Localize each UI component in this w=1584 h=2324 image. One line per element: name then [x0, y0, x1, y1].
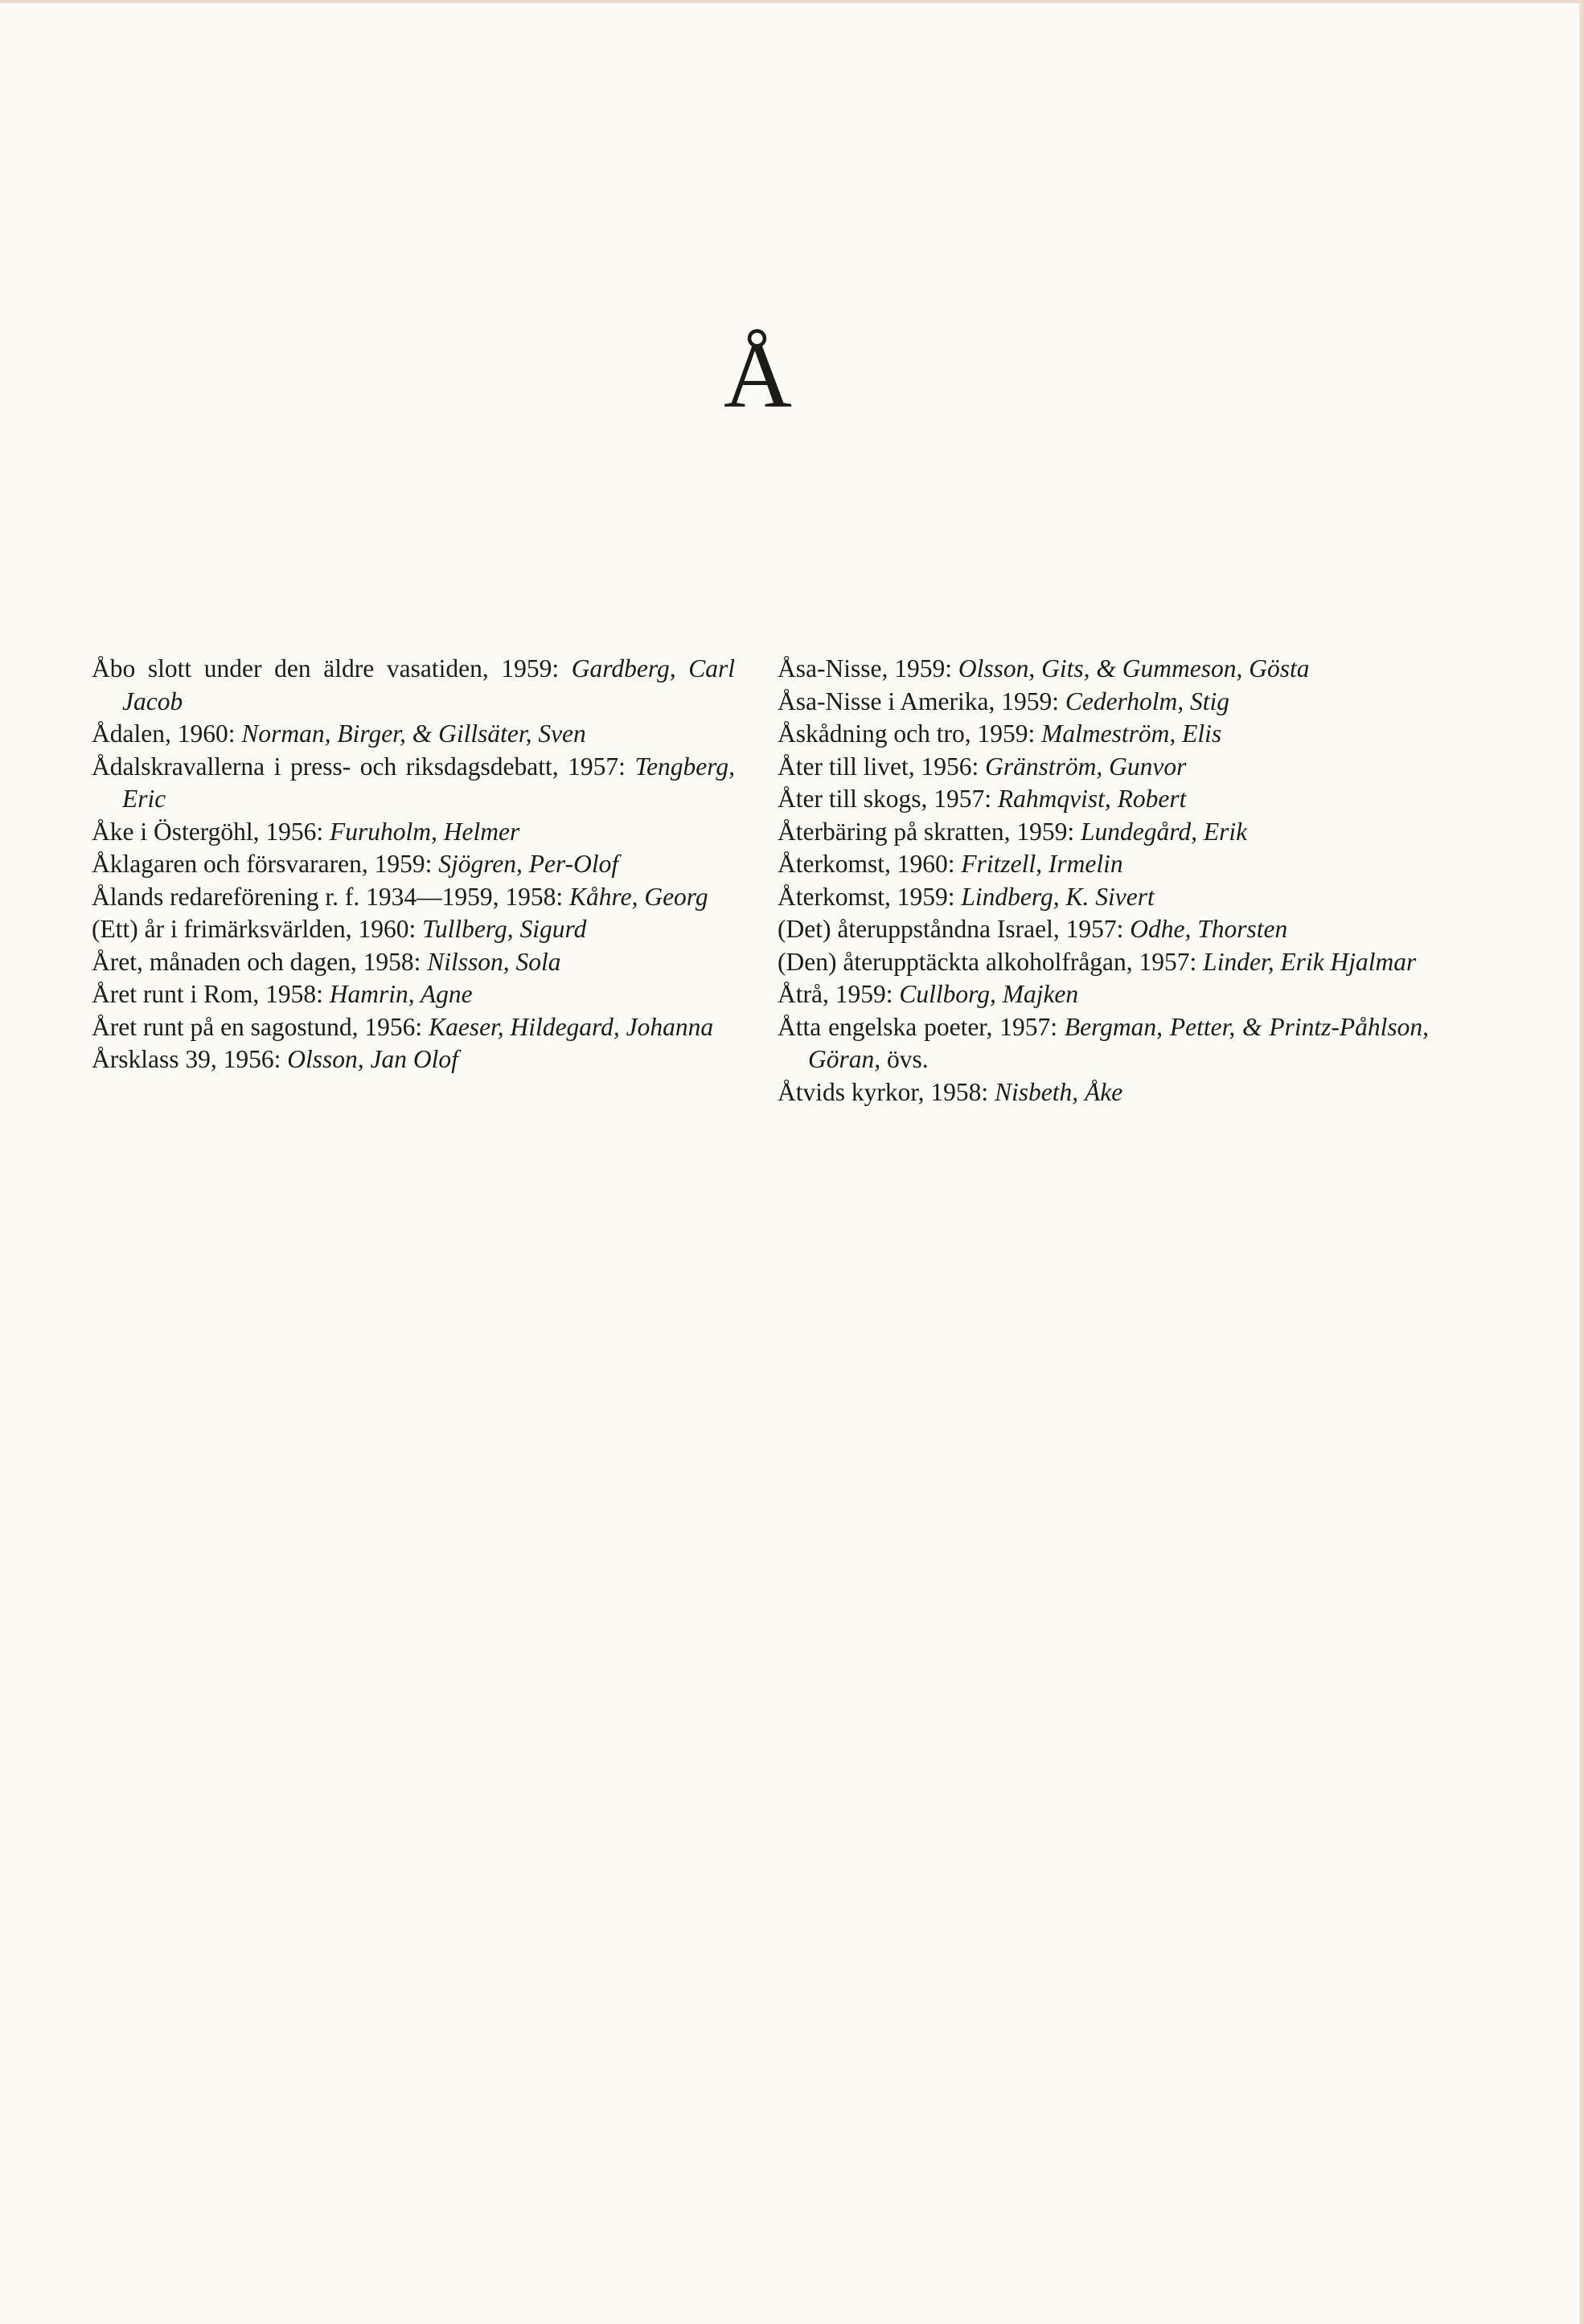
- index-entry: [778, 1011, 1429, 1076]
- entry-title: Ålands redareförening r. f. 1934—1959, 1958:: [92, 882, 564, 911]
- index-entry: [92, 913, 735, 946]
- entry-author: Lindberg, K. Sivert: [961, 882, 1155, 911]
- entry-title: Åter till livet, 1956:: [778, 752, 979, 781]
- entry-title: Åsa-Nisse, 1959:: [778, 654, 952, 682]
- entry-title: Åter till skogs, 1957:: [778, 785, 991, 813]
- entry-title: (Det) återuppståndna Israel, 1957:: [778, 915, 1124, 943]
- entry-author: Gränström, Gunvor: [985, 752, 1187, 781]
- index-entry: [778, 653, 1429, 686]
- entry-title: Åtta engelska poeter, 1957:: [778, 1012, 1057, 1041]
- entry-title: (Den) återupptäckta alkoholfrågan, 1957:: [778, 947, 1197, 976]
- index-entry: [778, 718, 1429, 751]
- index-entry: [92, 718, 735, 751]
- entry-title: Ådalskravallerna i press- och riksdagsdebatt, 1957:: [92, 752, 626, 781]
- entry-author: Nilsson, Sola: [427, 947, 561, 976]
- right-column: [778, 653, 1429, 1109]
- entry-author: Hamrin, Agne: [329, 980, 473, 1008]
- page-edge-right: [1579, 0, 1584, 2324]
- entry-title: Året runt på en sagostund, 1956:: [92, 1012, 423, 1041]
- index-entry: [778, 816, 1429, 849]
- entry-title: Åke i Östergöhl, 1956:: [92, 817, 324, 846]
- entry-note: övs.: [887, 1045, 929, 1073]
- entry-author: Sjögren, Per-Olof: [438, 850, 619, 878]
- index-entry: [778, 978, 1429, 1011]
- index-entry: [778, 881, 1429, 914]
- entry-title: Återbäring på skratten, 1959:: [778, 817, 1075, 846]
- entry-author: Rahmqvist, Robert: [997, 785, 1187, 813]
- entry-title: Åsa-Nisse i Amerika, 1959:: [778, 687, 1059, 715]
- index-entry: [92, 946, 735, 979]
- index-entry: [92, 1011, 735, 1044]
- index-entry: [778, 751, 1429, 784]
- index-entry: [92, 1043, 735, 1076]
- entry-title: Åtrå, 1959:: [778, 980, 893, 1008]
- entry-author: Linder, Erik Hjalmar: [1203, 947, 1417, 976]
- entry-title: Året, månaden och dagen, 1958:: [92, 947, 421, 976]
- entry-title: Åbo slott under den äldre vasatiden, 1959:: [92, 654, 560, 682]
- entry-author: Olsson, Jan Olof: [287, 1045, 458, 1073]
- entry-title: Året runt i Rom, 1958:: [92, 980, 323, 1008]
- entry-author: Cederholm, Stig: [1065, 687, 1229, 715]
- entry-author: Bergman, Petter, & Printz-Påhlson, Göran,: [808, 1012, 1429, 1073]
- entry-author: Cullborg, Majken: [899, 980, 1079, 1008]
- entry-author: Tullberg, Sigurd: [422, 915, 587, 943]
- index-entry: [92, 653, 735, 718]
- entry-title: Ådalen, 1960:: [92, 719, 236, 748]
- index-entry: [92, 978, 735, 1011]
- entry-author: Gardberg, Carl Jacob: [122, 654, 735, 715]
- index-entry: [92, 751, 735, 816]
- entry-title: Årsklass 39, 1956:: [92, 1045, 281, 1073]
- entry-author: Odhe, Thorsten: [1130, 915, 1288, 943]
- entry-title: Återkomst, 1959:: [778, 882, 955, 911]
- entry-author: Fritzell, Irmelin: [961, 850, 1123, 878]
- entry-author: Norman, Birger, & Gillsäter, Sven: [241, 719, 586, 748]
- index-entry: [778, 686, 1429, 719]
- entry-title: Återkomst, 1960:: [778, 850, 955, 878]
- index-entry: [778, 783, 1429, 816]
- entry-author: Malmeström, Elis: [1041, 719, 1222, 748]
- entry-author: Furuholm, Helmer: [330, 817, 520, 846]
- entry-title: Åtvids kyrkor, 1958:: [778, 1077, 989, 1106]
- entry-title: Åskådning och tro, 1959:: [778, 719, 1036, 748]
- entry-author: Lundegård, Erik: [1081, 817, 1248, 846]
- index-entry: [92, 816, 735, 849]
- entry-title: Åklagaren och försvararen, 1959:: [92, 850, 433, 878]
- section-letter-heading: Å: [723, 322, 793, 428]
- page-edge-top: [0, 0, 1584, 3]
- entry-author: Olsson, Gits, & Gummeson, Gösta: [958, 654, 1310, 682]
- entry-author: Kåhre, Georg: [569, 882, 708, 911]
- index-entry: [92, 881, 735, 914]
- index-entry: [778, 946, 1429, 979]
- index-entry: [778, 1076, 1429, 1109]
- entry-author: Nisbeth, Åke: [994, 1077, 1123, 1106]
- entry-title: (Ett) år i frimärksvärlden, 1960:: [92, 915, 417, 943]
- index-entry: [92, 848, 735, 881]
- entry-author: Kaeser, Hildegard, Johanna: [429, 1012, 714, 1041]
- index-entry: [778, 913, 1429, 946]
- left-column: [92, 653, 735, 1076]
- entry-author: Tengberg, Eric: [122, 752, 735, 813]
- index-entry: [778, 848, 1429, 881]
